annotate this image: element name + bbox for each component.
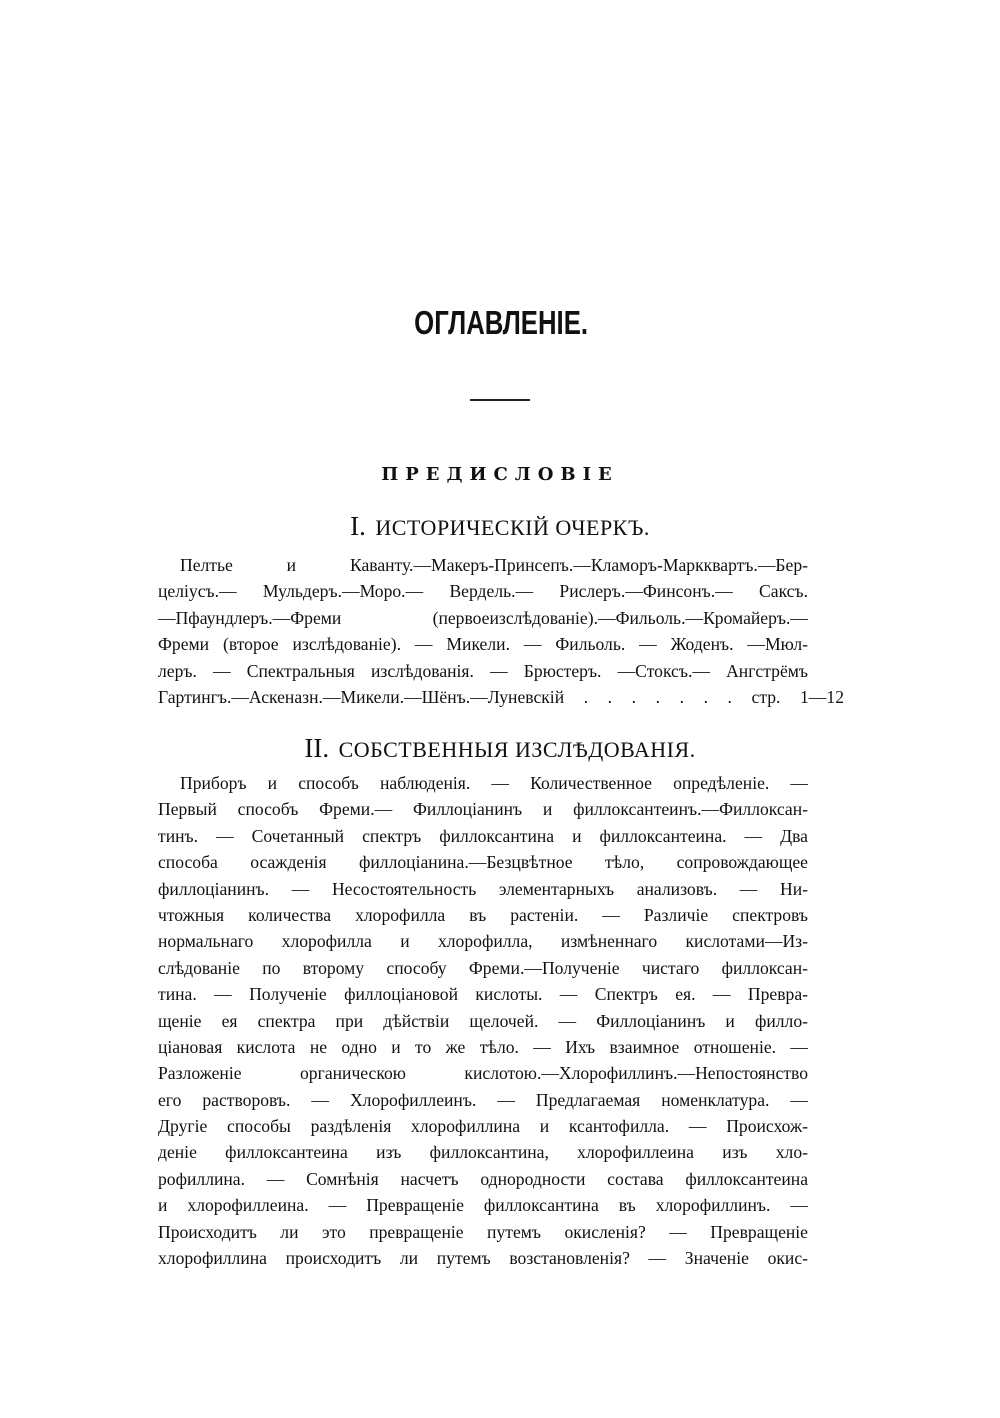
contents-line: деніе филлоксантеина изъ филлоксантина, хлорофиллеина изъ хло- — [158, 1142, 808, 1163]
contents-line: слѣдованіе по второму способу Фреми.—Полученіе чистаго филлоксан- — [158, 957, 808, 978]
section-1-number: I. — [350, 511, 366, 541]
title-divider — [470, 399, 530, 401]
section-2-contents — [158, 770, 808, 1271]
contents-line: чтожныя количества хлорофилла въ растеніи. — Различіе спектровъ — [158, 904, 808, 925]
contents-line: и хлорофиллеина. — Превращеніе филлоксантина въ хлорофиллинъ. — — [158, 1195, 808, 1216]
contents-line: хлорофиллина происходитъ ли путемъ возстановленія? — Значеніе окис- — [158, 1248, 808, 1269]
contents-line: Приборъ и способъ наблюденія. — Количественное опредѣленіе. — — [180, 773, 808, 793]
section-2-title: СОБСТВЕННЫЯ ИЗСЛѢДОВАНІЯ. — [338, 737, 696, 762]
contents-line: щеніе ея спектра при дѣйствіи щелочей. — Филлоціанинъ и филло- — [158, 1010, 808, 1031]
section-2-number: II. — [304, 733, 330, 763]
contents-line: Фреми (второе изслѣдованіе). — Микели. — Фильоль. — Жоденъ. —Мюл- — [158, 634, 808, 655]
contents-line: тина. — Полученіе филлоціановой кислоты. — Спектръ ея. — Превра- — [158, 984, 808, 1005]
contents-line: Происходитъ ли это превращеніе путемъ окисленія? — Превращеніе — [158, 1221, 808, 1242]
contents-line: рофиллина. — Сомнѣнія насчетъ однородности состава филлоксантеина — [158, 1168, 808, 1189]
page-title: ОГЛАВЛЕНІЕ. — [414, 304, 589, 341]
contents-line: Другіе способы раздѣленія хлорофиллина и ксантофилла. — Происхож- — [158, 1116, 808, 1137]
contents-line: способа осажденія филлоціанина.—Безцвѣтное тѣло, сопровождающее — [158, 852, 808, 873]
contents-line: тинъ. — Сочетанный спектръ филлоксантина и филлоксантеина. — Два — [158, 825, 808, 846]
section-1-contents — [158, 552, 844, 710]
section-2-heading — [0, 733, 1000, 764]
section-1-title: ИСТОРИЧЕСКІЙ ОЧЕРКЪ. — [375, 515, 650, 540]
contents-line: филлоціанинъ. — Несостоятельность элементарныхъ анализовъ. — Ни- — [158, 878, 808, 899]
contents-line: леръ. — Спектральныя изслѣдованія. — Брюстеръ. —Стоксъ.— Ангстрёмъ — [158, 660, 808, 681]
preface-heading: ПРЕДИСЛОВІЕ — [381, 464, 619, 485]
contents-line: целіусъ.— Мульдеръ.—Моро.— Вердель.— Рислеръ.—Финсонъ.— Саксъ. — [158, 581, 808, 602]
contents-line: Пелтье и Каванту.—Макеръ-Принсепъ.—Кламоръ-Маркквартъ.—Бер- — [180, 555, 808, 575]
contents-line: Первый способъ Фреми.— Филлоціанинъ и филлоксантеинъ.—Филлоксан- — [158, 799, 808, 820]
contents-line: Гартингъ.—Аскеназн.—Микели.—Шёнъ.—Луневскій . . . . . . . стр. 1—12 — [158, 686, 844, 707]
contents-line: ціановая кислота не одно и то же тѣло. — Ихъ взаимное отношеніе. — — [158, 1036, 808, 1057]
contents-line: нормальнаго хлорофилла и хлорофилла, измѣненнаго кислотами—Из- — [158, 931, 808, 952]
contents-line: его растворовъ. — Хлорофиллеинъ. — Предлагаемая номенклатура. — — [158, 1089, 808, 1110]
section-1-heading — [0, 511, 1000, 542]
contents-line: Разложеніе органическою кислотою.—Хлорофиллинъ.—Непостоянство — [158, 1063, 808, 1084]
contents-line: —Пфаундлеръ.—Фреми (первоеизслѣдованіе).—Фильоль.—Кромайеръ.— — [158, 607, 808, 628]
